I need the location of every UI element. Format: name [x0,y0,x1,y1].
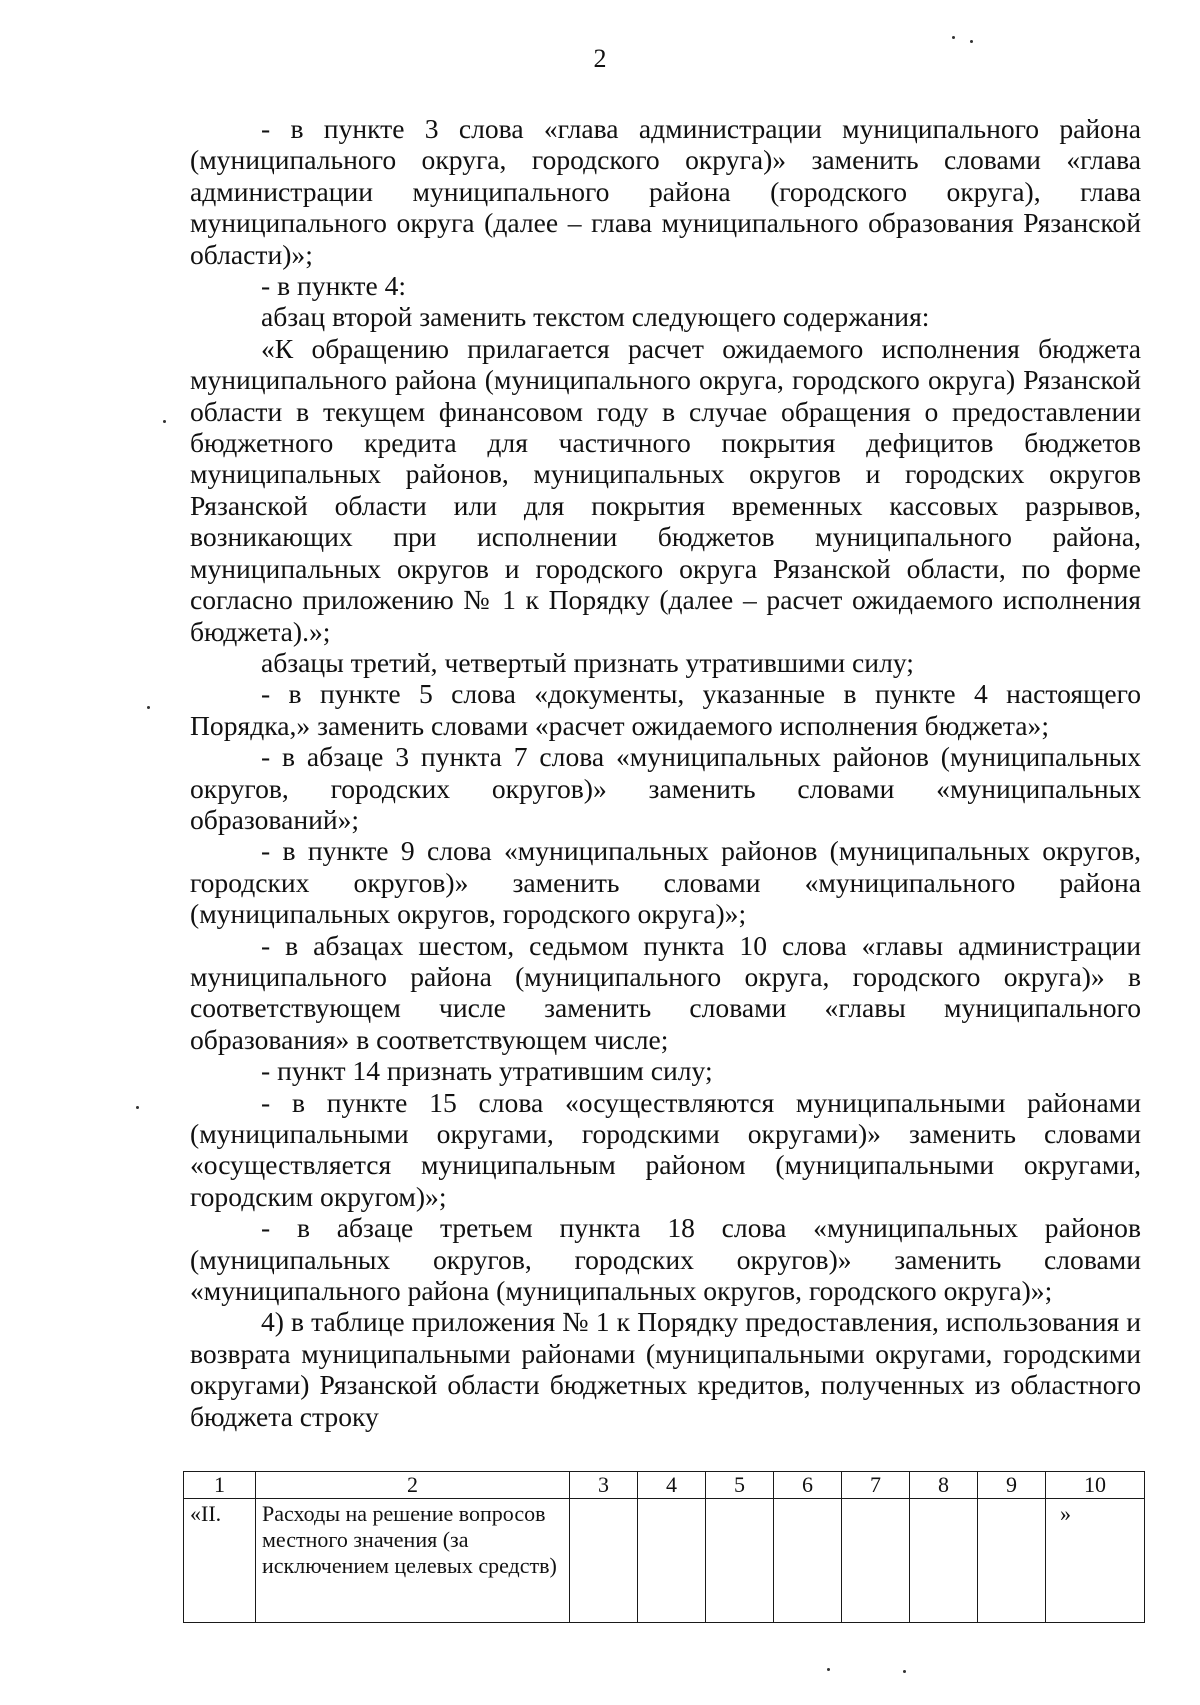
table-cell [842,1499,910,1623]
scan-speck [903,1670,906,1673]
table-row [184,1499,1145,1623]
table-header-cell: 2 [256,1472,570,1499]
table-cell-description: Расходы на решение вопросов местного значения (за исключением целевых средств) [256,1499,570,1623]
scan-speck [827,1668,830,1671]
table-cell [774,1499,842,1623]
table-cell [570,1499,638,1623]
page-number: 2 [593,44,607,73]
amendment-table [183,1471,1145,1623]
table-header-cell: 9 [978,1472,1046,1499]
scan-speck [970,40,973,43]
scan-speck [952,36,955,39]
table-header-cell: 6 [774,1472,842,1499]
table-cell-closing-quote: » [1046,1499,1145,1623]
table-header-row [184,1472,1145,1499]
paragraph-item-4: - в пункте 4: [261,270,407,302]
table-header-cell: 4 [638,1472,706,1499]
table-header-cell: 5 [706,1472,774,1499]
paragraph-item-10: - в абзацах шестом, седьмом пункта 10 слова «главы администрации муниципального района (муниципального округа, городского округа)» в соответствующем числе заменить словами «главы муниципального образования» в соответствующем числе; [190,929,1141,1055]
paragraph-item-18: - в абзаце третьем пункта 18 слова «муниципальных районов (муниципальных округов, городских округов)» заменить словами «муниципального района (муниципальных округов, городского округа)»; [190,1212,1141,1307]
scan-speck [163,420,166,423]
table-header-cell: 8 [910,1472,978,1499]
document-body [190,113,1141,1432]
paragraph-abzac-third: абзацы третий, четвертый признать утратившими силу; [261,646,914,678]
table-header-cell: 1 [184,1472,256,1499]
paragraph-item-3: - в пункте 3 слова «глава администрации муниципального района (муниципального округа, городского округа)» заменить словами «глава администрации муниципального района (городского округа), глава муниципального округа (далее – глава муниципального образования Рязанской области)»; [190,113,1141,270]
table-cell-section: «II. [184,1499,256,1623]
paragraph-item-14: - пункт 14 признать утратившим силу; [261,1055,713,1087]
paragraph-item-4-table: 4) в таблице приложения № 1 к Порядку предоставления, использования и возврата муниципальными районами (муниципальными округами, городскими округами) Рязанской области бюджетных кредитов, полученных из областного бюджета строку [190,1306,1141,1432]
paragraph-item-7: - в абзаце 3 пункта 7 слова «муниципальных районов (муниципальных округов, городских округов)» заменить словами «муниципальных образований»; [190,741,1141,835]
paragraph-item-9: - в пункте 9 слова «муниципальных районов (муниципальных округов, городских округов)» заменить словами «муниципального района (муниципальных округов, городского округа)»; [190,835,1141,930]
paragraph-item-15: - в пункте 15 слова «осуществляются муниципальными районами (муниципальными округами, городскими округами)» заменить словами «осуществляется муниципальным районом (муниципальными округами, городским округом)»; [190,1086,1141,1212]
scan-speck [136,1106,139,1109]
paragraph-quoted-text: «К обращению прилагается расчет ожидаемого исполнения бюджета муниципального района (муниципального округа, городского округа) Рязанской области в текущем финансовом году в случае обращения о предоставлении бюджетного кредита для частичного покрытия дефицитов бюджетов муниципальных районов, муниципальных округов и городских округов Рязанской области или для покрытия временных кассовых разрывов, возникающих при исполнении бюджетов муниципального района, муниципальных округов и городского округа Рязанской области, по форме согласно приложению № 1 к Порядку (далее – расчет ожидаемого исполнения бюджета).»; [190,332,1141,647]
paragraph-abzac-second: абзац второй заменить текстом следующего содержания: [261,301,930,333]
table-header-cell: 7 [842,1472,910,1499]
paragraph-item-5: - в пункте 5 слова «документы, указанные в пункте 4 настоящего Порядка,» заменить словами «расчет ожидаемого исполнения бюджета»; [190,678,1141,741]
table-cell [910,1499,978,1623]
table-header-cell: 10 [1046,1472,1145,1499]
table-header-cell: 3 [570,1472,638,1499]
scan-speck [147,706,150,709]
table-cell [978,1499,1046,1623]
table-cell [706,1499,774,1623]
table-cell [638,1499,706,1623]
